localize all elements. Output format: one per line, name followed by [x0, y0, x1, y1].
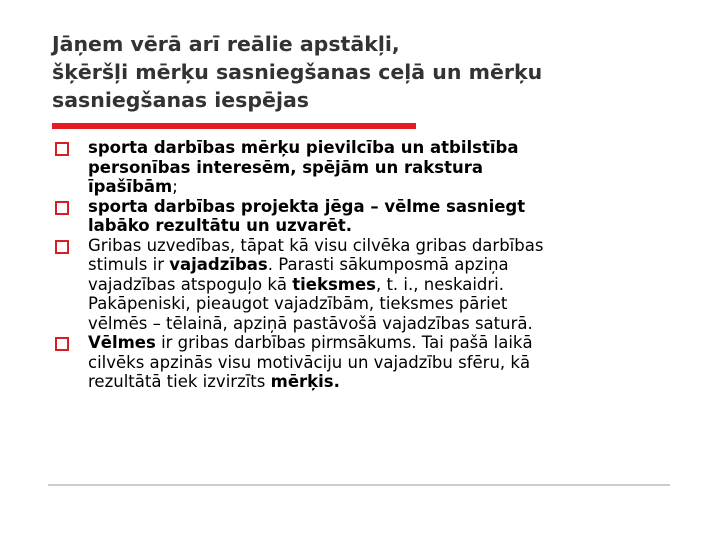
- bold-text: sporta darbības mērķu pievilcība un atbilstība: [88, 138, 519, 157]
- hollow-square-icon: [55, 201, 69, 215]
- bullet-list: [55, 138, 695, 392]
- slide-title: [52, 30, 692, 114]
- bold-text: mērķis.: [270, 372, 340, 391]
- bold-text: īpašībām: [88, 177, 173, 196]
- bullet-item: [55, 197, 695, 236]
- bold-text: vajadzības: [169, 255, 268, 274]
- bullet-line: [88, 294, 695, 314]
- bullet-line: [88, 158, 695, 178]
- title-underline-bar: [52, 123, 416, 129]
- bullet-line: [88, 236, 695, 256]
- body-text: . Parasti sākumposmā apziņa: [267, 255, 509, 274]
- bullet-line: [88, 372, 695, 392]
- bold-text: tieksmes: [292, 274, 376, 294]
- body-text: Gribas uzvedības, tāpat kā visu cilvēka gribas darbības: [88, 235, 544, 255]
- title-line: šķēršļi mērķu sasniegšanas ceļā un mērķu: [52, 60, 543, 84]
- bullet-line: [88, 177, 695, 197]
- bullet-line: [88, 197, 695, 217]
- bold-text: personības interesēm, spējām un rakstura: [88, 157, 483, 177]
- body-text: vēlmēs – tēlainā, apziņā pastāvošā vajadzības saturā.: [88, 313, 533, 333]
- bullet-line: [88, 353, 695, 373]
- body-text: ir gribas darbības pirmsākums. Tai pašā laikā: [155, 333, 533, 352]
- bullet-line: [88, 314, 695, 334]
- bullet-line: [88, 333, 695, 353]
- hollow-square-icon: [55, 240, 69, 254]
- bottom-divider: [48, 484, 670, 486]
- title-line: Jāņem vērā arī reālie apstākļi,: [52, 32, 400, 56]
- body-text: ;: [172, 177, 178, 196]
- bold-text: Vēlmes: [88, 333, 156, 352]
- hollow-square-icon: [55, 337, 69, 351]
- bullet-line: [88, 275, 695, 295]
- title-line: sasniegšanas iespējas: [52, 88, 310, 112]
- body-text: stimuls ir: [88, 255, 170, 274]
- body-text: rezultātā tiek izvirzīts: [88, 372, 271, 391]
- bullet-line: [88, 138, 695, 158]
- bullet-line: [88, 216, 695, 236]
- bullet-line: [88, 255, 695, 275]
- bullet-item: [55, 236, 695, 334]
- bold-text: sporta darbības projekta jēga – vēlme sasniegt: [88, 196, 526, 216]
- bold-text: labāko rezultātu un uzvarēt.: [88, 216, 353, 235]
- hollow-square-icon: [55, 142, 69, 156]
- body-text: Pakāpeniski, pieaugot vajadzībām, tieksmes pāriet: [88, 294, 508, 313]
- bullet-item: [55, 138, 695, 197]
- bullet-item: [55, 333, 695, 392]
- body-text: cilvēks apzinās visu motivāciju un vajadzību sfēru, kā: [88, 352, 531, 372]
- body-text: vajadzības atspoguļo kā: [88, 274, 293, 294]
- body-text: , t. i., neskaidri.: [375, 274, 504, 294]
